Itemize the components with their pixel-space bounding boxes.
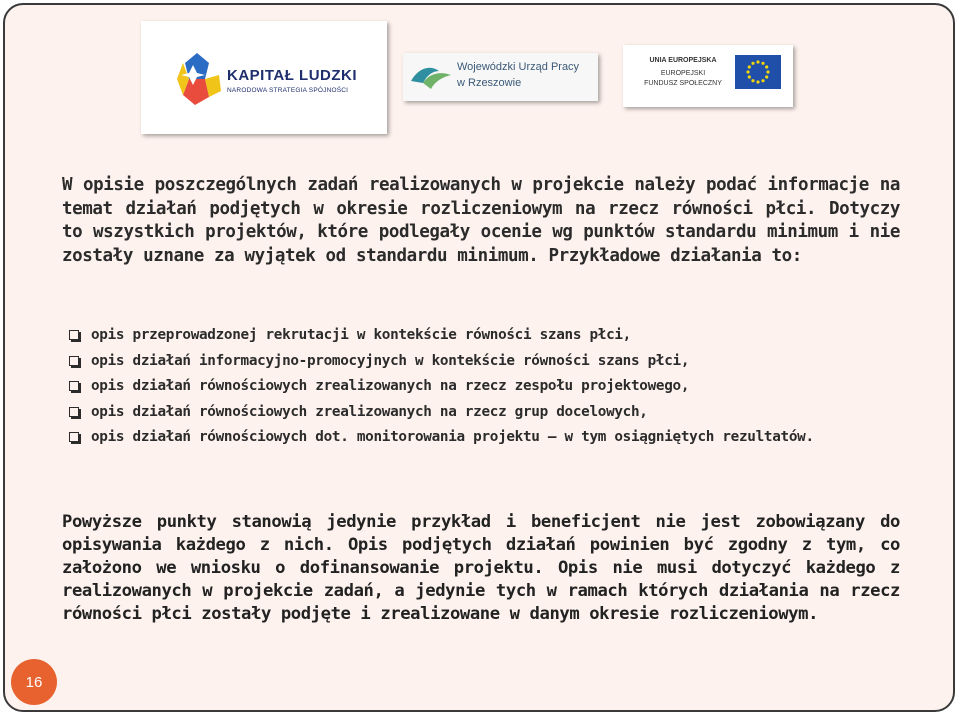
- checkbox-bullet-icon: [69, 356, 79, 366]
- wup-line-1: Wojewódzki Urząd Pracy: [457, 61, 580, 73]
- list-item-text: opis działań równościowych zrealizowanych na rzecz grup docelowych,: [91, 403, 648, 420]
- list-item-text: opis działań równościowych zrealizowanych na rzecz zespołu projektowego,: [91, 378, 690, 394]
- list-item: [69, 351, 899, 372]
- checkbox-bullet-icon: [69, 330, 79, 340]
- list-item-text: opis działań równościowych dot. monitorowania projektu – w tym osiągniętych rezultatów.: [91, 429, 814, 445]
- kapital-ludzki-title: KAPITAŁ LUDZKI: [227, 67, 358, 84]
- ue-line-3: FUNDUSZ SPOŁECZNY: [644, 80, 722, 87]
- kapital-ludzki-logo: [141, 21, 387, 134]
- list-item: [69, 376, 899, 397]
- ue-line-2: EUROPEJSKI: [660, 70, 706, 77]
- kapital-ludzki-subtitle: NARODOWA STRATEGIA SPÓJNOŚCI: [227, 87, 349, 94]
- intro-paragraph: W opisie poszczególnych zadań realizowanych w projekcie należy podać informacje na temat działań podjętych w okresie rozliczeniowym na rzecz równości płci. Dotyczy to wszystkich projektów, które podlegały ocenie wg punktów standardu minimum i nie zostały uznane za wyjątek od standardu minimum. Przykładowe działania to:: [62, 175, 900, 266]
- checkbox-bullet-icon: [69, 381, 79, 391]
- list-item-text: opis działań informacyjno-promocyjnych w kontekście równości szans płci,: [91, 352, 690, 369]
- list-item: [69, 402, 899, 423]
- kapital-ludzki-star-icon: [175, 49, 225, 107]
- ue-line-1: UNIA EUROPEJSKA: [649, 57, 717, 64]
- wup-logo: [403, 53, 598, 101]
- wup-bird-icon: [409, 61, 453, 93]
- page-number-badge: 16: [11, 659, 57, 705]
- ue-logo: [623, 45, 793, 107]
- wup-line-2: w Rzeszowie: [457, 77, 522, 89]
- list-item-text: opis przeprowadzonej rekrutacji w kontekście równości szans płci,: [91, 327, 631, 343]
- checkbox-bullet-icon: [69, 407, 79, 417]
- checkbox-bullet-icon: [69, 432, 79, 442]
- slide: [3, 3, 955, 712]
- conclusion-paragraph: Powyższe punkty stanowią jedynie przykład i beneficjent nie jest zobowiązany do opisywania każdego z nich. Opis podjętych działań powinien być zgodny z tym, co założono we wniosku o dofinansowanie projektu. Opis nie musi dotyczyć każdego z realizowanych w projekcie zadań, a jedynie tych w ramach których działania na rzecz równości płci zostały podjęte i zrealizowane w danym okresie rozliczeniowym.: [62, 512, 900, 625]
- list-item: [69, 325, 899, 346]
- eu-flag-icon: [735, 55, 781, 89]
- example-actions-list: [69, 325, 899, 453]
- list-item: [69, 427, 899, 448]
